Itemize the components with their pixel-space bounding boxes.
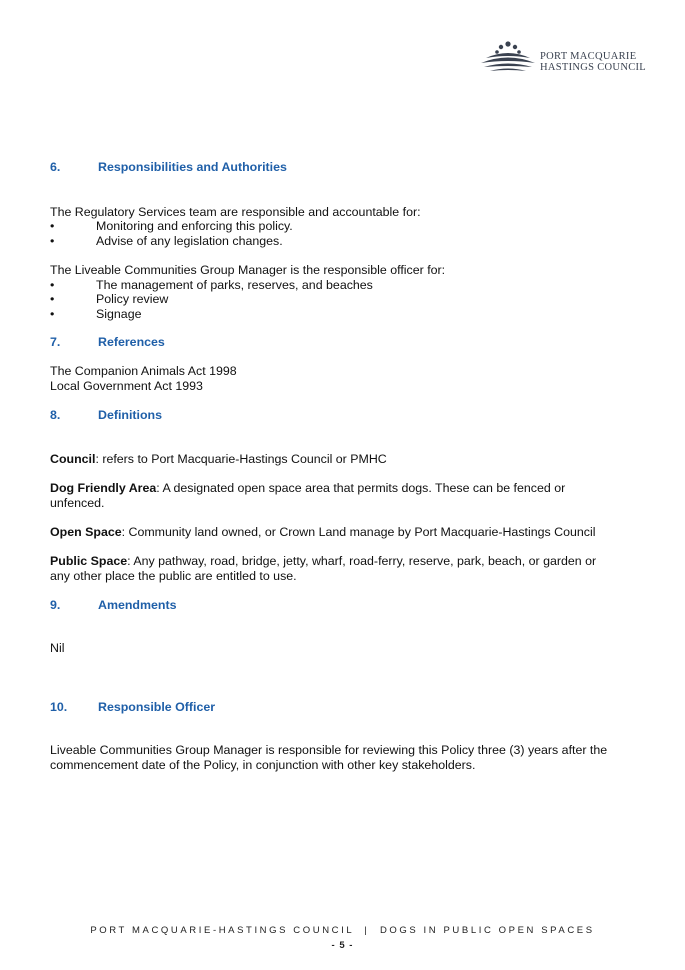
council-logo-icon (478, 38, 536, 74)
page-number: - 5 - (331, 940, 354, 951)
bullet-icon: • (50, 307, 55, 321)
list-item-text: The management of parks, reserves, and beaches (96, 278, 373, 292)
reference-line: The Companion Animals Act 1998 (50, 364, 237, 378)
definition-text: A designated open space area that permits dogs. These can be fenced or (162, 481, 566, 495)
definition-text: refers to Port Macquarie-Hastings Council or PMHC (102, 452, 387, 466)
section-8-title: Definitions (98, 408, 163, 422)
bullet-icon: • (50, 234, 55, 248)
definition-text-continued: unfenced. (50, 496, 105, 510)
section-6-intro-1: The Regulatory Services team are responsible and accountable for: (50, 205, 421, 219)
list-item-text: Signage (96, 307, 142, 321)
section-10-body-line-2: commencement date of the Policy, in conjunction with other key stakeholders. (50, 758, 476, 772)
section-10-title: Responsible Officer (98, 700, 216, 714)
section-6-number: 6. (50, 160, 61, 174)
definition-council (50, 452, 387, 467)
definition-term: Council (50, 452, 96, 466)
bullet-icon: • (50, 278, 55, 292)
page-footer: PORT MACQUARIE-HASTINGS COUNCIL | DOGS IN PUBLIC OPEN SPACES (90, 925, 595, 936)
list-item-text: Policy review (96, 292, 169, 306)
list-item-text: Monitoring and enforcing this policy. (96, 219, 293, 233)
section-10-body-line-1: Liveable Communities Group Manager is responsible for reviewing this Policy three (3) years after the (50, 743, 608, 757)
definition-separator: : (95, 452, 103, 466)
definition-public-space (50, 554, 596, 569)
logo-line-2: HASTINGS COUNCIL (540, 62, 647, 73)
logo-line-1: PORT MACQUARIE (540, 51, 637, 62)
definition-term: Public Space (50, 554, 128, 568)
bullet-icon: • (50, 219, 55, 233)
definition-separator: : (127, 554, 134, 568)
definition-open-space (50, 525, 595, 540)
reference-line: Local Government Act 1993 (50, 379, 203, 393)
definition-term: Dog Friendly Area (50, 481, 157, 495)
definition-text: Community land owned, or Crown Land manage by Port Macquarie-Hastings Council (128, 525, 596, 539)
definition-separator: : (156, 481, 163, 495)
section-7-title: References (98, 335, 165, 349)
section-7-number: 7. (50, 335, 61, 349)
section-9-body: Nil (50, 641, 65, 655)
section-6-title: Responsibilities and Authorities (98, 160, 287, 174)
definition-text-continued: any other place the public are entitled to use. (50, 569, 297, 583)
section-9-title: Amendments (98, 598, 177, 612)
list-item-text: Advise of any legislation changes. (96, 234, 283, 248)
section-10-number: 10. (50, 700, 68, 714)
council-logo-text (540, 51, 650, 73)
definition-dog-friendly-area (50, 481, 565, 496)
definition-separator: : (121, 525, 129, 539)
section-9-number: 9. (50, 598, 61, 612)
definition-text: Any pathway, road, bridge, jetty, wharf, road-ferry, reserve, park, beach, or garden or (133, 554, 597, 568)
section-6-intro-2: The Liveable Communities Group Manager is the responsible officer for: (50, 263, 446, 277)
section-8-number: 8. (50, 408, 61, 422)
bullet-icon: • (50, 292, 55, 306)
definition-term: Open Space (50, 525, 122, 539)
